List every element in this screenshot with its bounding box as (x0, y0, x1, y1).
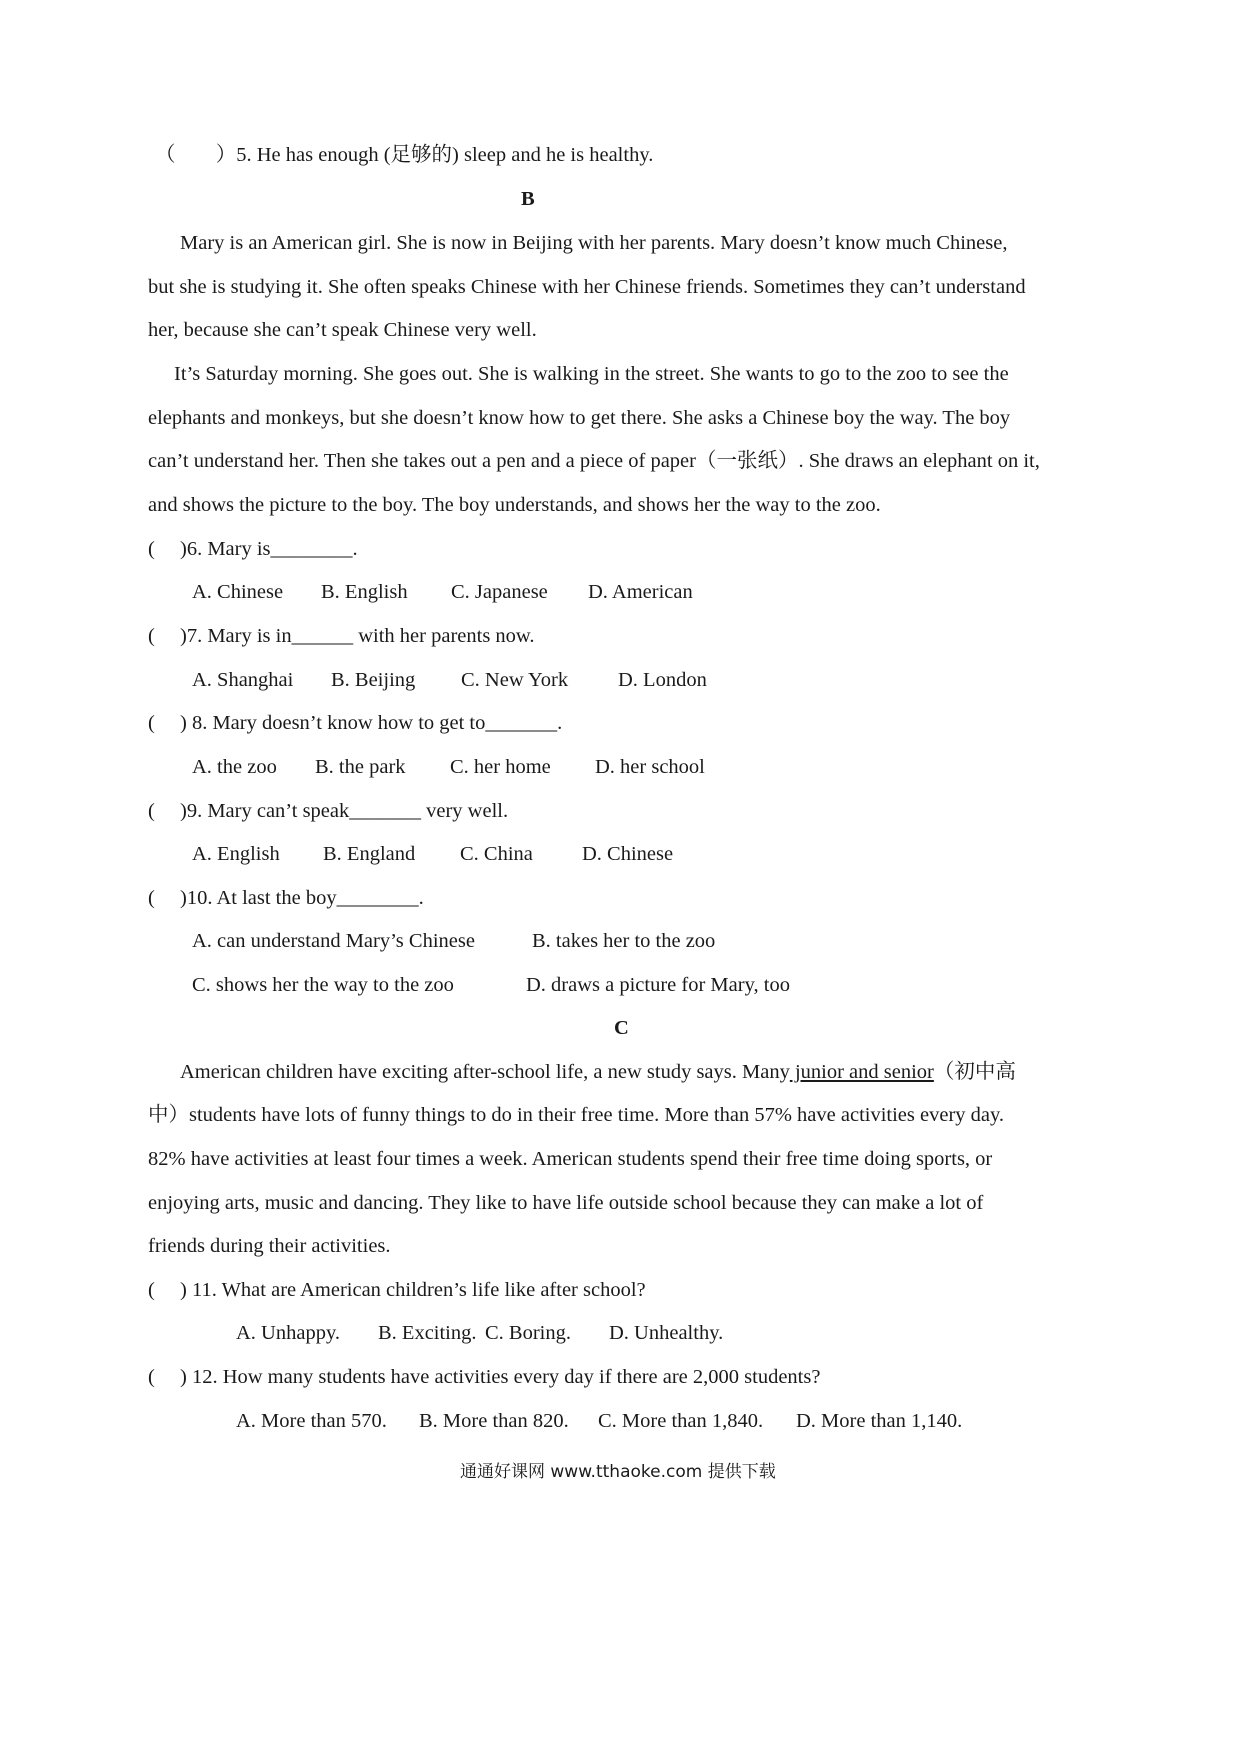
answer-paren: ( (148, 1279, 155, 1301)
option-a: A. can understand Mary’s Chinese (192, 930, 475, 952)
option-b: B. the park (315, 756, 406, 778)
option-c: C. New York (461, 669, 569, 691)
question-text: )7. Mary is in______ with her parents now. (180, 625, 535, 647)
option-d: D. London (618, 669, 707, 691)
question-text: 5. He has enough (足够的) sleep and he is healthy. (236, 144, 654, 166)
passage-c-line-5: friends during their activities. (148, 1235, 391, 1257)
option-a: A. English (192, 843, 280, 865)
question-10 (148, 884, 424, 912)
question-text: ) 11. What are American children’s life like after school? (180, 1279, 646, 1301)
underlined-term: junior and senior (789, 1061, 934, 1083)
passage-c-gloss: （初中高 (933, 1061, 1016, 1083)
answer-paren: ( (148, 625, 155, 647)
passage-b-line-7: and shows the picture to the boy. The boy understands, and shows her the way to the zoo. (148, 494, 881, 516)
option-b: B. English (321, 581, 408, 603)
option-a: A. Chinese (192, 581, 284, 603)
answer-paren: ( (148, 800, 155, 822)
question-12 (148, 1363, 820, 1391)
passage-b-line-2: but she is studying it. She often speaks Chinese with her Chinese friends. Sometimes they can’t understand (148, 276, 1026, 298)
answer-paren: ( (148, 712, 155, 734)
passage-b-line-3: her, because she can’t speak Chinese very well. (148, 319, 537, 341)
question-5 (155, 141, 653, 169)
option-a: A. More than 570. (236, 1410, 387, 1432)
option-c: C. her home (450, 756, 551, 778)
answer-paren-open: （ (155, 144, 176, 166)
options-11 (236, 1319, 723, 1347)
passage-c-line-2: 中）students have lots of funny things to do in their free time. More than 57% have activities every day. (148, 1104, 1005, 1126)
option-c: C. China (460, 843, 533, 865)
option-b: B. England (323, 843, 416, 865)
passage-b-line-6: can’t understand her. Then she takes out a pen and a piece of paper（一张纸）. She draws an elephant on it, (148, 450, 1040, 472)
passage-b-line-4: It’s Saturday morning. She goes out. She is walking in the street. She wants to go to the zoo to see the (174, 363, 1009, 385)
options-10-row-2 (192, 971, 790, 999)
option-c: C. Japanese (451, 581, 548, 603)
question-7 (148, 622, 535, 650)
passage-c-line-3: 82% have activities at least four times a week. American students spend their free time doing sports, or (148, 1148, 993, 1170)
question-text: ) 12. How many students have activities every day if there are 2,000 students? (180, 1366, 821, 1388)
question-text: )6. Mary is________. (180, 538, 358, 560)
question-6 (148, 535, 358, 563)
option-c: C. shows her the way to the zoo (192, 974, 454, 996)
passage-c-line-4: enjoying arts, music and dancing. They like to have life outside school because they can make a lot of (148, 1192, 984, 1214)
question-text: )9. Mary can’t speak_______ very well. (180, 800, 509, 822)
option-d: D. draws a picture for Mary, too (526, 974, 790, 996)
options-8 (192, 753, 705, 781)
option-c: C. More than 1,840. (598, 1410, 764, 1432)
question-11 (148, 1276, 646, 1304)
option-b: B. Beijing (331, 669, 416, 691)
answer-paren: ( (148, 887, 155, 909)
question-8 (148, 709, 562, 737)
question-9 (148, 797, 508, 825)
answer-paren: ( (148, 538, 155, 560)
option-d: D. Unhealthy. (609, 1322, 724, 1344)
option-b: B. More than 820. (419, 1410, 569, 1432)
option-c: C. Boring. (485, 1322, 571, 1344)
section-heading-b: B (521, 188, 535, 210)
option-d: D. More than 1,140. (796, 1410, 963, 1432)
footer-credit: 通通好课网 www.tthaoke.com 提供下载 (460, 1462, 776, 1482)
question-text: ) 8. Mary doesn’t know how to get to_______. (180, 712, 563, 734)
option-d: D. her school (595, 756, 705, 778)
passage-c-line-1 (180, 1058, 1016, 1086)
passage-c-text: American children have exciting after-school life, a new study says. Many (180, 1061, 790, 1083)
option-d: D. American (588, 581, 693, 603)
options-10-row-1 (192, 927, 715, 955)
options-9 (192, 840, 673, 868)
answer-paren-close: ） (215, 144, 237, 166)
option-a: A. Unhappy. (236, 1322, 341, 1344)
passage-b-line-1: Mary is an American girl. She is now in Beijing with her parents. Mary doesn’t know much Chinese, (180, 232, 1008, 254)
options-12 (236, 1407, 962, 1435)
option-b: B. Exciting. (378, 1322, 477, 1344)
option-d: D. Chinese (582, 843, 674, 865)
options-7 (192, 666, 707, 694)
option-a: A. Shanghai (192, 669, 294, 691)
section-heading-c: C (614, 1017, 629, 1039)
passage-b-line-5: elephants and monkeys, but she doesn’t know how to get there. She asks a Chinese boy the way. The boy (148, 407, 1011, 429)
answer-paren: ( (148, 1366, 155, 1388)
option-b: B. takes her to the zoo (532, 930, 716, 952)
question-text: )10. At last the boy________. (180, 887, 424, 909)
options-6 (192, 578, 693, 606)
option-a: A. the zoo (192, 756, 277, 778)
